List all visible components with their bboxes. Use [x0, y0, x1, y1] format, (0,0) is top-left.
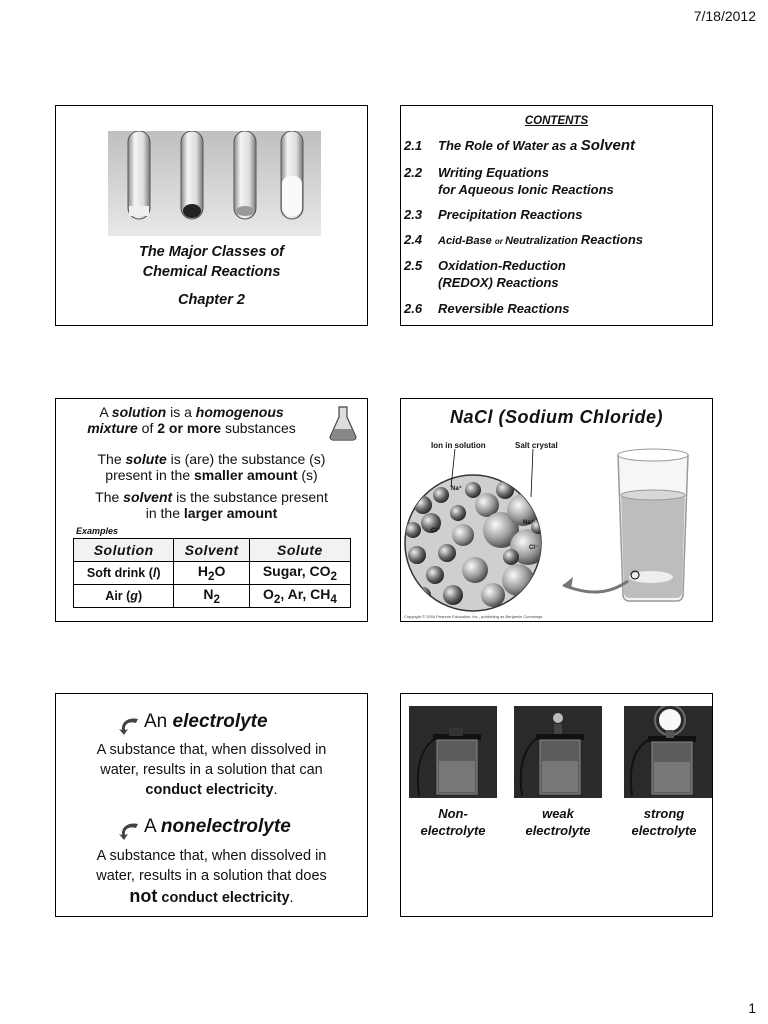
nacl-illustration	[403, 435, 709, 620]
title-line-1: The Major Classes of	[138, 244, 285, 260]
contents-item-2-1	[404, 137, 635, 154]
curved-arrow-icon	[118, 821, 140, 846]
item-text-reactions: Reactions	[580, 232, 644, 247]
text-line: A substance that, when dissolved in	[96, 848, 327, 864]
item-text: The Role of Water as a	[438, 138, 581, 153]
solvent-definition	[56, 489, 367, 521]
table-header-row	[74, 539, 351, 562]
label-cl-ion: Cl⁻	[431, 528, 441, 534]
text: , Ar, CH	[280, 586, 331, 603]
cell-solvent	[174, 585, 249, 608]
cell-solute	[249, 562, 350, 585]
item-number: 2.1	[404, 138, 423, 153]
item-text: Oxidation-Reduction	[438, 258, 566, 273]
slide-conductivity	[400, 693, 713, 917]
text-line: electrolyte	[420, 823, 486, 838]
item-text-line-2: (REDOX) Reactions	[438, 275, 559, 290]
photo-nonelectrolyte	[409, 706, 497, 798]
text: present in the	[105, 467, 195, 483]
slide-title-text	[56, 242, 367, 282]
item-text-or: or	[494, 237, 506, 246]
text: is (are) the substance (s)	[166, 451, 326, 467]
text: Air (	[105, 589, 131, 603]
term-smaller-amount: smaller amount	[194, 467, 298, 483]
label-nonelectrolyte	[403, 805, 503, 839]
slide-title	[55, 105, 368, 326]
label-strong-electrolyte	[614, 805, 714, 839]
text: An	[144, 711, 173, 732]
solute-definition	[56, 451, 367, 483]
slide-contents	[400, 105, 713, 326]
test-tubes-image	[108, 131, 321, 236]
text: )	[156, 566, 161, 580]
subscript: 2	[213, 592, 220, 606]
text: A	[144, 816, 161, 837]
text: of	[137, 420, 158, 436]
item-number: 2.4	[404, 232, 423, 247]
chapter-label: Chapter 2	[178, 292, 245, 308]
item-text: Acid-Base	[438, 235, 495, 247]
page-number: 1	[748, 1000, 756, 1016]
term-two-or-more: 2 or more	[157, 420, 222, 436]
cell-solute	[249, 585, 350, 608]
text: The	[95, 489, 124, 505]
text-line: electrolyte	[631, 823, 697, 838]
text-line: water, results in a solution that does	[96, 868, 327, 884]
item-text-line-2: for Aqueous Ionic Reactions	[438, 182, 614, 197]
text: A	[99, 404, 112, 420]
flask-icon	[328, 405, 358, 446]
text-line: water, results in a solution that can	[100, 762, 323, 778]
text: N	[203, 586, 214, 603]
electrolyte-heading	[144, 711, 268, 733]
item-text-neutralization: Neutralization	[505, 235, 581, 247]
title-line-2: Chemical Reactions	[142, 264, 281, 280]
text-line: A substance that, when dissolved in	[96, 742, 327, 758]
subscript: 2	[208, 569, 215, 583]
label-cl-ion-crystal: Cl⁻	[529, 545, 539, 551]
text: O	[262, 586, 274, 603]
term-solution: solution	[111, 404, 167, 420]
header-solvent: Solvent	[174, 539, 249, 562]
photo-strong-electrolyte	[624, 706, 712, 798]
text: H	[197, 563, 209, 580]
slide-nacl	[400, 398, 713, 622]
contents-item-2-3	[404, 206, 582, 223]
item-text: Reversible Reactions	[438, 301, 570, 316]
contents-heading: CONTENTS	[524, 115, 589, 127]
text: .	[273, 782, 278, 798]
contents-item-2-5	[404, 257, 566, 291]
item-text: Writing Equations	[438, 165, 549, 180]
item-number: 2.3	[404, 207, 423, 222]
contents-item-2-6	[404, 300, 570, 317]
term-not: not	[129, 886, 158, 906]
photo-weak-electrolyte	[514, 706, 602, 798]
text: substances	[221, 420, 296, 436]
contents-item-2-4	[404, 231, 643, 250]
solution-definition	[64, 404, 319, 436]
text: is the substance present	[172, 489, 328, 505]
label-salt-crystal: Salt crystal	[515, 441, 558, 450]
item-number: 2.2	[404, 165, 423, 180]
text: is a	[166, 404, 196, 420]
item-text: Precipitation Reactions	[438, 207, 583, 222]
text: (s)	[297, 467, 318, 483]
term-nonelectrolyte: nonelectrolyte	[160, 816, 291, 837]
text: )	[137, 589, 143, 603]
state-symbol: g	[130, 589, 138, 603]
term-conduct-electricity: conduct electricity	[157, 890, 290, 906]
text-line: electrolyte	[525, 823, 591, 838]
nonelectrolyte-definition	[56, 846, 367, 908]
slide-electrolyte	[55, 693, 368, 917]
copyright-note: Copyright © 2004 Pearson Education, Inc., publishing as Benjamin Cummings	[404, 614, 543, 619]
item-number: 2.5	[404, 258, 423, 273]
header-solution: Solution	[74, 539, 174, 562]
label-na-ion-crystal: Na⁺	[523, 520, 534, 526]
contents-item-2-2	[404, 164, 614, 198]
cell-solution	[74, 585, 174, 608]
table-row	[74, 562, 351, 585]
subscript: 2	[330, 569, 338, 583]
subscript: 2	[273, 592, 281, 606]
examples-table	[73, 538, 351, 608]
text-line: weak	[542, 806, 574, 821]
text: O	[214, 563, 226, 580]
nacl-title: NaCl (Sodium Chloride)	[450, 407, 663, 427]
electrolyte-definition	[56, 740, 367, 800]
term-larger-amount: larger amount	[183, 505, 278, 521]
term-solute: solute	[125, 451, 167, 467]
term-conduct-electricity: conduct electricity	[145, 782, 274, 798]
text: Sugar, CO	[262, 563, 331, 580]
term-solvent: solvent	[123, 489, 173, 505]
table-row	[74, 585, 351, 608]
item-text-emphasis: Solvent	[580, 137, 635, 154]
curved-arrow-icon	[118, 716, 140, 741]
text: in the	[145, 505, 184, 521]
text-line: strong	[643, 806, 685, 821]
item-number: 2.6	[404, 301, 423, 316]
label-weak-electrolyte	[508, 805, 608, 839]
text-line: Non-	[438, 806, 468, 821]
cell-solvent	[174, 562, 249, 585]
subscript: 4	[330, 592, 337, 606]
date: 7/18/2012	[693, 8, 756, 24]
term-mixture: mixture	[87, 420, 138, 436]
header-solute: Solute	[249, 539, 350, 562]
nonelectrolyte-heading	[144, 816, 291, 838]
text: Soft drink (	[86, 566, 153, 580]
label-na-ion: Na⁺	[451, 486, 462, 492]
label-ion-in-solution: Ion in solution	[431, 441, 486, 450]
text: .	[289, 890, 294, 906]
term-electrolyte: electrolyte	[172, 711, 268, 732]
examples-label: Examples	[76, 526, 119, 536]
text: The	[97, 451, 126, 467]
cell-solution	[74, 562, 174, 585]
state-symbol: l	[152, 566, 157, 580]
term-homogenous: homogenous	[195, 404, 284, 420]
slide-solution	[55, 398, 368, 622]
